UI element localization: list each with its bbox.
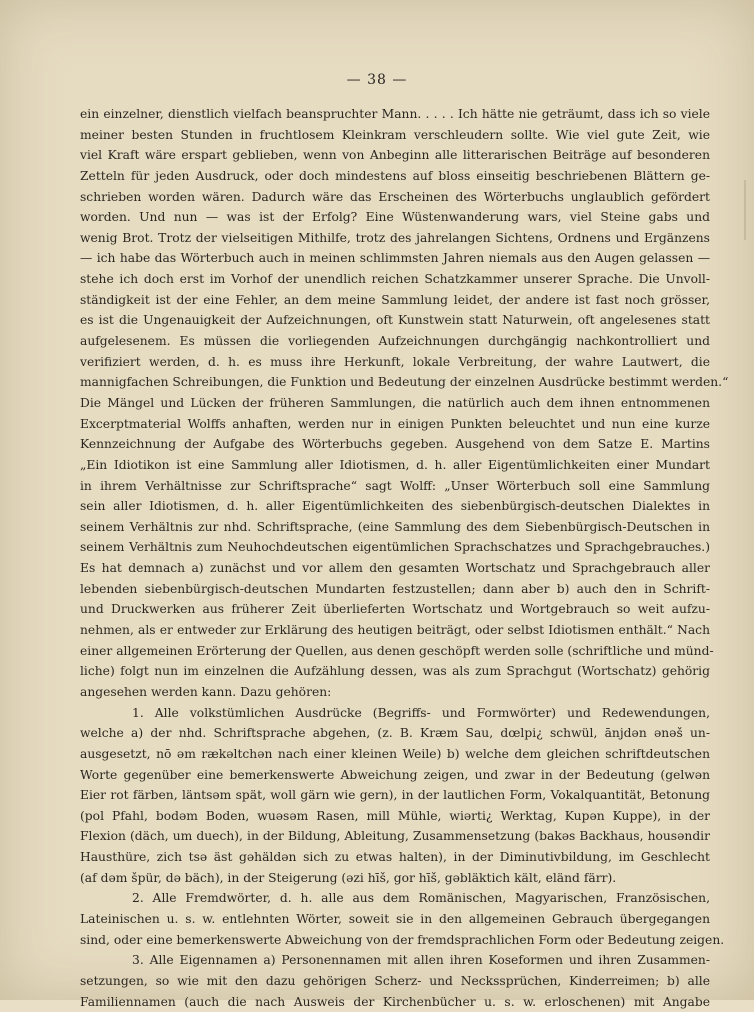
text-line: Zetteln für jeden Ausdruck, oder doch mindestens auf bloss einseitig beschriebenen Blättern ge- (80, 168, 710, 183)
text-line: viel Kraft wäre erspart geblieben, wenn von Anbeginn alle litterarischen Beiträge auf besonderen (80, 148, 710, 163)
text-line: lebenden siebenbürgisch-deutschen Mundarten festzustellen; dann aber b) auch den in Schrift- (80, 581, 710, 596)
page-edge-mark (744, 180, 746, 240)
text-line: ständigkeit ist der eine Fehler, an dem meine Sammlung leidet, der andere ist fast noch grösser, (80, 292, 710, 307)
text-line: ausgesetzt, nō əm rækəltchən nach einer kleinen Weile) b) welche dem gleichen schriftdeutschen (80, 746, 710, 761)
text-line: 3. Alle Eigennamen a) Personennamen mit allen ihren Koseformen und ihren Zusammen- (132, 953, 710, 968)
text-line: verifiziert werden, d. h. es muss ihre Herkunft, lokale Verbreitung, der wahre Lautwert, die (80, 354, 710, 369)
text-line: (pol Pfahl, bodəm Boden, wuəsəm Rasen, mill Mühle, wiərti¿ Werktag, Kupən Kuppe), in der (80, 808, 710, 823)
text-line: Lateinischen u. s. w. entlehnten Wörter, soweit sie in den allgemeinen Gebrauch übergegangen (80, 911, 710, 926)
text-line: mannigfachen Schreibungen, die Funktion und Bedeutung der einzelnen Ausdrücke bestimmt werden.“ (80, 375, 729, 390)
text-line: worden. Und nun — was ist der Erfolg? Eine Wüstenwanderung wars, viel Steine gabs und (80, 210, 710, 225)
text-line: welche a) der nhd. Schriftsprache abgehen, (z. B. Kræm Sau, dœlpi¿ schwül, ānjdən ənəš un- (80, 726, 710, 741)
text-line: liche) folgt nun im einzelnen die Aufzählung dessen, was als zum Sprachgut (Wortschatz) gehörig (80, 664, 710, 679)
text-line: 2. Alle Fremdwörter, d. h. alle aus dem Romänischen, Magyarischen, Französischen, (132, 891, 710, 906)
text-line: Excerptmaterial Wolffs anhaften, werden nur in einigen Punkten beleuchtet und nun eine kurze (80, 416, 710, 431)
text-line: Kennzeichnung der Aufgabe des Wörterbuchs gegeben. Ausgehend von dem Satze E. Martins (80, 437, 710, 452)
text-line: einer allgemeinen Erörterung der Quellen, aus denen geschöpft werden solle (schriftliche und münd- (80, 643, 714, 658)
text-line: angesehen werden kann. Dazu gehören: (80, 684, 332, 699)
text-line: schrieben worden wären. Dadurch wäre das Erscheinen des Wörterbuchs unglaublich gefördert (80, 189, 710, 204)
text-line: — ich habe das Wörterbuch auch in meinen schlimmsten Jahren niemals aus den Augen gelassen — (80, 251, 710, 266)
text-line: stehe ich doch erst im Vorhof der unendlich reichen Schatzkammer unserer Sprache. Die Unvoll- (80, 272, 710, 287)
text-line: nehmen, als er entweder zur Erklärung des heutigen beiträgt, oder selbst Idiotismen enthält.“ Nach (80, 623, 710, 638)
body-text (80, 104, 729, 1012)
text-line: sein aller Idiotismen, d. h. aller Eigentümlichkeiten des siebenbürgisch-deutschen Dialektes in (80, 499, 710, 514)
text-line: setzungen, so wie mit den dazu gehörigen Scherz- und Neckssprüchen, Kinderreimen; b) alle (80, 973, 710, 988)
text-line: Familiennamen (auch die nach Ausweis der Kirchenbücher u. s. w. erloschenen) mit Angabe (80, 994, 710, 1009)
text-line: (af dəm špür, də bäch), in der Steigerung (əzi hīš, gor hīš, gəbläktich kält, eländ färr). (80, 870, 617, 885)
text-line: Flexion (däch, um duech), in der Bildung, Ableitung, Zusammensetzung (bakəs Backhaus, housəndir (80, 829, 710, 844)
page-number: — 38 — (346, 72, 408, 88)
text-line: „Ein Idiotikon ist eine Sammlung aller Idiotismen, d. h. aller Eigentümlichkeiten einer Mundart (80, 457, 710, 472)
text-line: seinem Verhältnis zum Neuhochdeutschen eigentümlichen Sprachschatzes und Sprachgebrauches.) (80, 540, 710, 555)
text-line: Eier rot färben, läntsəm spät, woll gärn wie gern), in der lautlichen Form, Vokalquantität, Betonung (80, 788, 710, 803)
text-line: seinem Verhältnis zur nhd. Schriftsprache, (eine Sammlung des dem Siebenbürgisch-Deutschen in (80, 519, 710, 534)
text-line: meiner besten Stunden in fruchtlosem Kleinkram verschleudern sollte. Wie viel gute Zeit, wie (80, 127, 710, 142)
text-line: und Druckwerken aus früherer Zeit überlieferten Wortschatz und Wortgebrauch so weit aufzu- (80, 602, 710, 617)
text-line: Hausthüre, zich tsə äst gəhäldən sich zu etwas halten), in der Diminutivbildung, im Geschlecht (80, 850, 710, 865)
text-line: in ihrem Verhältnisse zur Schriftsprache“ sagt Wolff: „Unser Wörterbuch soll eine Sammlung (80, 478, 710, 493)
text-line: ein einzelner, dienstlich vielfach beanspruchter Mann. . . . . Ich hätte nie geträumt, dass ich so viele (80, 107, 710, 121)
text-line: Es hat demnach a) zunächst und vor allem den gesamten Wortschatz und Sprachgebrauch aller (80, 561, 710, 576)
text-line: sind, oder eine bemerkenswerte Abweichung von der fremdsprachlichen Form oder Bedeutung zeigen. (80, 932, 725, 947)
text-line: wenig Brot. Trotz der vielseitigen Mithilfe, trotz des jahrelangen Sichtens, Ordnens und Ergänzens (80, 230, 710, 245)
text-line: aufgelesenem. Es müssen die vorliegenden Aufzeichnungen durchgängig nachkontrolliert und (80, 334, 710, 349)
text-line: es ist die Ungenauigkeit der Aufzeichnungen, oft Kunstwein statt Naturwein, oft angelesenes statt (80, 313, 710, 328)
text-line: Worte gegenüber eine bemerkenswerte Abweichung zeigen, und zwar in der Bedeutung (gelwən (80, 767, 710, 782)
text-line: 1. Alle volkstümlichen Ausdrücke (Begriffs- und Formwörter) und Redewendungen, (132, 705, 710, 720)
text-line: Die Mängel und Lücken der früheren Sammlungen, die natürlich auch dem ihnen entnommenen (80, 395, 710, 410)
